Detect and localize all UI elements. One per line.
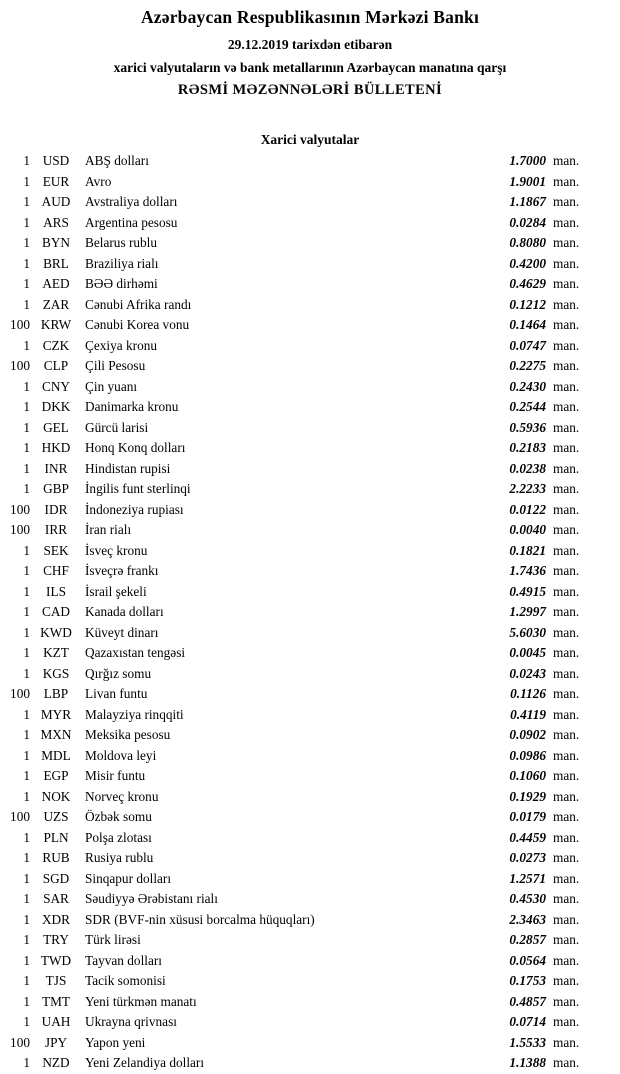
currency-name-cell: Çin yuanı [85,378,138,394]
currency-code-cell: CZK [42,337,70,353]
table-row [0,766,586,787]
quantity-cell: 1 [23,1014,30,1029]
table-row [0,582,586,603]
table-row [0,684,586,705]
currency-name-cell: Çexiya kronu [85,337,158,353]
currency-name-cell: Tayvan dolları [85,952,162,968]
quantity-cell: 100 [10,522,30,537]
rate-value-cell: 0.2857 [509,932,546,947]
currency-code-cell: GBP [43,481,69,496]
currency-name-cell: Polşa zlotası [85,829,152,845]
currency-name-cell: İngilis funt sterlinqi [85,481,191,496]
quantity-cell: 1 [23,768,30,783]
table-row [0,541,586,562]
rate-value-cell: 0.4530 [509,891,546,906]
rate-value-cell: 0.1929 [509,788,546,804]
rate-value-cell: 0.8080 [509,235,546,250]
currency-code-cell: CNY [41,378,71,394]
currency-code-cell: ILS [46,583,66,599]
currency-code-cell: CLP [43,358,69,373]
currency-name-cell: Moldova leyi [85,747,157,763]
currency-code-cell: BRL [43,255,69,271]
unit-cell: man. [553,399,580,414]
currency-name-cell: İran rialı [85,522,132,537]
table-row [0,951,586,972]
currency-code-cell: AUD [41,194,71,209]
rate-value-cell: 0.4629 [509,276,546,291]
rate-value-cell: 0.0243 [509,665,546,681]
quantity-cell: 1 [23,399,30,414]
quantity-cell: 100 [10,317,30,332]
document-header [0,7,620,99]
unit-cell: man. [553,255,580,271]
table-row [0,479,586,500]
currency-code-cell: MYR [40,706,72,722]
currency-name-cell: Danimarka kronu [85,399,179,414]
unit-cell: man. [553,788,580,804]
currency-code-cell: EUR [42,173,70,189]
currency-code-cell: TWD [40,952,72,968]
unit-cell: man. [553,583,580,599]
unit-cell: man. [553,317,580,332]
table-row [0,315,586,336]
currency-code-cell: PLN [43,829,69,845]
currency-name-cell: Gürcü larisi [85,419,149,435]
currency-name-cell: BƏƏ dirhəmi [85,276,158,291]
quantity-cell: 1 [23,542,30,558]
quantity-cell: 1 [23,276,30,291]
currency-code-cell: LBP [43,686,69,701]
rate-value-cell: 1.2997 [509,604,546,619]
table-row [0,418,586,439]
currency-name-cell: Qırğız somu [85,665,152,681]
bulletin-title: RƏSMİ MƏZƏNNƏLƏRİ BÜLLETENİ [177,82,443,98]
currency-code-cell: SAR [43,891,69,906]
table-row [0,828,586,849]
rate-value-cell: 0.4459 [509,829,546,845]
scope-line: xarici valyutaların və bank metallarının Azərbaycan manatına qarşı [113,59,507,75]
quantity-cell: 1 [23,850,30,865]
rate-value-cell: 1.1867 [509,194,546,209]
currency-name-cell: Özbək somu [85,809,152,824]
quantity-cell: 1 [23,665,30,681]
rate-value-cell: 5.6030 [509,624,546,640]
currency-code-cell: BYN [41,235,71,250]
currency-code-cell: CHF [43,563,69,578]
table-row [0,1012,586,1033]
table-row [0,356,586,377]
quantity-cell: 1 [23,829,30,845]
rate-value-cell: 2.2233 [509,481,546,496]
currency-code-cell: ARS [43,214,69,230]
rate-value-cell: 0.4857 [509,993,546,1009]
quantity-cell: 1 [23,706,30,722]
currency-code-cell: USD [42,153,70,168]
currency-name-cell: SDR (BVF-nin xüsusi borcalma hüquqları) [85,911,315,927]
currency-code-cell: EGP [43,768,69,783]
quantity-cell: 1 [23,296,30,312]
rate-value-cell: 1.2571 [509,870,546,886]
currency-name-cell: Misir funtu [85,768,146,783]
currency-name-cell: Rusiya rublu [85,850,154,865]
currency-name-cell: Braziliya rialı [85,255,159,271]
currency-code-cell: TJS [45,973,67,988]
currency-code-cell: IDR [44,501,68,517]
unit-cell: man. [553,727,580,742]
table-row [0,643,586,664]
currency-name-cell: Cənubi Korea vonu [85,317,190,332]
unit-cell: man. [553,768,580,783]
table-row [0,992,586,1013]
currency-name-cell: Qazaxıstan tengəsi [85,645,186,660]
currency-name-cell: İsrail şekeli [85,583,147,599]
currency-name-cell: İsveçrə frankı [85,563,159,578]
currency-name-cell: Səudiyyə Ərəbistanı rialı [85,891,218,906]
table-row [0,295,586,316]
unit-cell: man. [553,563,580,578]
currency-code-cell: UAH [41,1014,71,1029]
unit-cell: man. [553,153,580,168]
table-row [0,172,586,193]
currency-code-cell: KWD [40,624,72,640]
table-row [0,459,586,480]
rate-value-cell: 0.1821 [509,542,546,558]
rate-value-cell: 2.3463 [509,911,546,927]
currency-code-cell: MDL [41,747,71,763]
unit-cell: man. [553,296,580,312]
currency-code-cell: RUB [42,850,70,865]
rate-value-cell: 0.0714 [509,1014,546,1029]
rates-table [0,151,620,1074]
currency-name-cell: Yapon yeni [85,1034,146,1050]
unit-cell: man. [553,809,580,824]
table-row [0,848,586,869]
currency-name-cell: Tacik somonisi [85,973,166,988]
unit-cell: man. [553,952,580,968]
unit-cell: man. [553,173,580,189]
currency-name-cell: Çili Pesosu [85,358,146,373]
currency-name-cell: Sinqapur dolları [85,870,172,886]
currency-name-cell: Avstraliya dolları [85,194,178,209]
currency-name-cell: Yeni türkmən manatı [85,993,197,1009]
quantity-cell: 100 [10,1034,30,1050]
rate-value-cell: 0.0986 [509,747,546,763]
unit-cell: man. [553,419,580,435]
table-row [0,971,586,992]
rate-value-cell: 0.0273 [509,850,546,865]
table-row [0,725,586,746]
rate-value-cell: 0.1126 [510,686,546,701]
unit-cell: man. [553,1055,580,1070]
rate-value-cell: 1.1388 [509,1055,546,1070]
table-row [0,664,586,685]
rate-value-cell: 0.2430 [509,378,546,394]
effective-date-line: 29.12.2019 tarixdən etibarən [227,37,393,52]
unit-cell: man. [553,645,580,660]
table-row [0,623,586,644]
unit-cell: man. [553,973,580,988]
currency-code-cell: SEK [43,542,69,558]
table-row [0,520,586,541]
table-row [0,192,586,213]
table-row [0,561,586,582]
table-row [0,438,586,459]
rate-value-cell: 0.0179 [509,809,546,824]
currency-code-cell: NOK [41,788,71,804]
rate-value-cell: 1.7436 [509,563,546,578]
currency-code-cell: IRR [44,522,68,537]
unit-cell: man. [553,665,580,681]
quantity-cell: 1 [23,255,30,271]
unit-cell: man. [553,870,580,886]
currency-name-cell: Avro [85,173,112,189]
unit-cell: man. [553,891,580,906]
unit-cell: man. [553,624,580,640]
table-row [0,254,586,275]
quantity-cell: 100 [10,686,30,701]
table-row [0,807,586,828]
unit-cell: man. [553,522,580,537]
rate-value-cell: 0.0902 [509,727,546,742]
currency-name-cell: Honq Konq dolları [85,440,186,455]
unit-cell: man. [553,706,580,722]
rate-value-cell: 1.9001 [509,173,546,189]
unit-cell: man. [553,932,580,947]
unit-cell: man. [553,460,580,476]
rate-value-cell: 1.7000 [509,153,546,168]
currency-code-cell: KGS [42,665,70,681]
currency-name-cell: Livan funtu [85,686,148,701]
table-row [0,1033,586,1054]
currency-code-cell: SGD [42,870,70,886]
quantity-cell: 1 [23,481,30,496]
quantity-cell: 1 [23,378,30,394]
quantity-cell: 1 [23,583,30,599]
table-row [0,233,586,254]
quantity-cell: 1 [23,870,30,886]
unit-cell: man. [553,542,580,558]
unit-cell: man. [553,1014,580,1029]
quantity-cell: 1 [23,1055,30,1070]
bank-name-title: Azərbaycan Respublikasının Mərkəzi Bankı [140,7,480,27]
currency-name-cell: İndoneziya rupiası [85,501,184,517]
currency-name-cell: Ukrayna qrivnası [85,1014,177,1029]
quantity-cell: 1 [23,911,30,927]
currency-name-cell: Cənubi Afrika randı [85,296,192,312]
unit-cell: man. [553,440,580,455]
quantity-cell: 100 [10,501,30,517]
quantity-cell: 100 [10,358,30,373]
table-row [0,336,586,357]
unit-cell: man. [553,850,580,865]
quantity-cell: 1 [23,727,30,742]
unit-cell: man. [553,276,580,291]
table-row [0,910,586,931]
rate-value-cell: 0.5936 [509,419,546,435]
currency-code-cell: JPY [44,1034,68,1050]
currency-code-cell: HKD [41,440,71,455]
currency-name-cell: Meksika pesosu [85,727,171,742]
rate-value-cell: 0.0040 [509,522,546,537]
unit-cell: man. [553,235,580,250]
unit-cell: man. [553,686,580,701]
currency-code-cell: GEL [43,419,69,435]
quantity-cell: 1 [23,624,30,640]
currency-name-cell: ABŞ dolları [85,153,149,168]
quantity-cell: 1 [23,604,30,619]
quantity-cell: 1 [23,952,30,968]
currency-code-cell: KZT [43,645,69,660]
quantity-cell: 1 [23,932,30,947]
table-row [0,869,586,890]
quantity-cell: 100 [10,809,30,824]
currency-code-cell: TRY [43,932,69,947]
quantity-cell: 1 [23,563,30,578]
rate-value-cell: 0.1753 [509,973,546,988]
table-row [0,397,586,418]
currency-name-cell: Argentina pesosu [85,214,178,230]
currency-code-cell: CAD [41,604,71,619]
currency-name-cell: Yeni Zelandiya dolları [85,1055,205,1070]
currency-code-cell: ZAR [42,296,70,312]
rate-value-cell: 0.0045 [509,645,546,660]
rate-value-cell: 0.2183 [509,440,546,455]
currency-code-cell: MXN [40,727,72,742]
currency-code-cell: XDR [41,911,71,927]
unit-cell: man. [553,993,580,1009]
quantity-cell: 1 [23,788,30,804]
currency-code-cell: KRW [40,317,72,332]
currency-code-cell: DKK [41,399,71,414]
currency-name-cell: Malayziya rinqqiti [85,706,184,722]
table-row [0,930,586,951]
currency-name-cell: İsveç kronu [85,542,148,558]
unit-cell: man. [553,481,580,496]
table-row [0,602,586,623]
quantity-cell: 1 [23,419,30,435]
quantity-cell: 1 [23,440,30,455]
rate-value-cell: 0.0564 [509,952,546,968]
rate-value-cell: 0.1212 [509,296,546,312]
unit-cell: man. [553,378,580,394]
rate-value-cell: 0.0122 [509,501,546,517]
quantity-cell: 1 [23,214,30,230]
rate-value-cell: 0.4119 [510,706,546,722]
currency-code-cell: UZS [43,809,69,824]
table-row [0,705,586,726]
rate-value-cell: 0.2275 [509,358,546,373]
section-title-foreign-currencies: Xarici valyutalar [260,132,360,147]
unit-cell: man. [553,194,580,209]
quantity-cell: 1 [23,153,30,168]
quantity-cell: 1 [23,337,30,353]
quantity-cell: 1 [23,460,30,476]
table-row [0,151,586,172]
unit-cell: man. [553,911,580,927]
table-row [0,500,586,521]
rate-value-cell: 0.1060 [509,768,546,783]
table-row [0,213,586,234]
currency-name-cell: Hindistan rupisi [85,460,171,476]
table-row [0,377,586,398]
currency-code-cell: AED [42,276,70,291]
rate-value-cell: 0.0238 [509,460,546,476]
currency-code-cell: NZD [42,1055,70,1070]
table-row [0,274,586,295]
table-row [0,1053,586,1074]
table-row [0,787,586,808]
currency-name-cell: Türk lirəsi [85,932,141,947]
rate-value-cell: 0.2544 [509,399,546,414]
unit-cell: man. [553,829,580,845]
quantity-cell: 1 [23,194,30,209]
quantity-cell: 1 [23,993,30,1009]
currency-name-cell: Belarus rublu [85,235,158,250]
currency-name-cell: Norveç kronu [85,788,159,804]
rate-value-cell: 0.0747 [509,337,546,353]
currency-name-cell: Küveyt dinarı [85,624,159,640]
unit-cell: man. [553,604,580,619]
currency-code-cell: TMT [41,993,71,1009]
rate-value-cell: 0.4200 [509,255,546,271]
quantity-cell: 1 [23,973,30,988]
unit-cell: man. [553,358,580,373]
unit-cell: man. [553,501,580,517]
unit-cell: man. [553,337,580,353]
quantity-cell: 1 [23,235,30,250]
quantity-cell: 1 [23,747,30,763]
rate-value-cell: 1.5533 [509,1034,546,1050]
unit-cell: man. [553,1034,580,1050]
currency-name-cell: Kanada dolları [85,604,164,619]
quantity-cell: 1 [23,891,30,906]
rate-value-cell: 0.4915 [509,583,546,599]
quantity-cell: 1 [23,645,30,660]
rate-value-cell: 0.0284 [509,214,546,230]
rate-value-cell: 0.1464 [509,317,546,332]
unit-cell: man. [553,747,580,763]
unit-cell: man. [553,214,580,230]
currency-code-cell: INR [44,460,68,476]
table-row [0,746,586,767]
table-row [0,889,586,910]
quantity-cell: 1 [23,173,30,189]
